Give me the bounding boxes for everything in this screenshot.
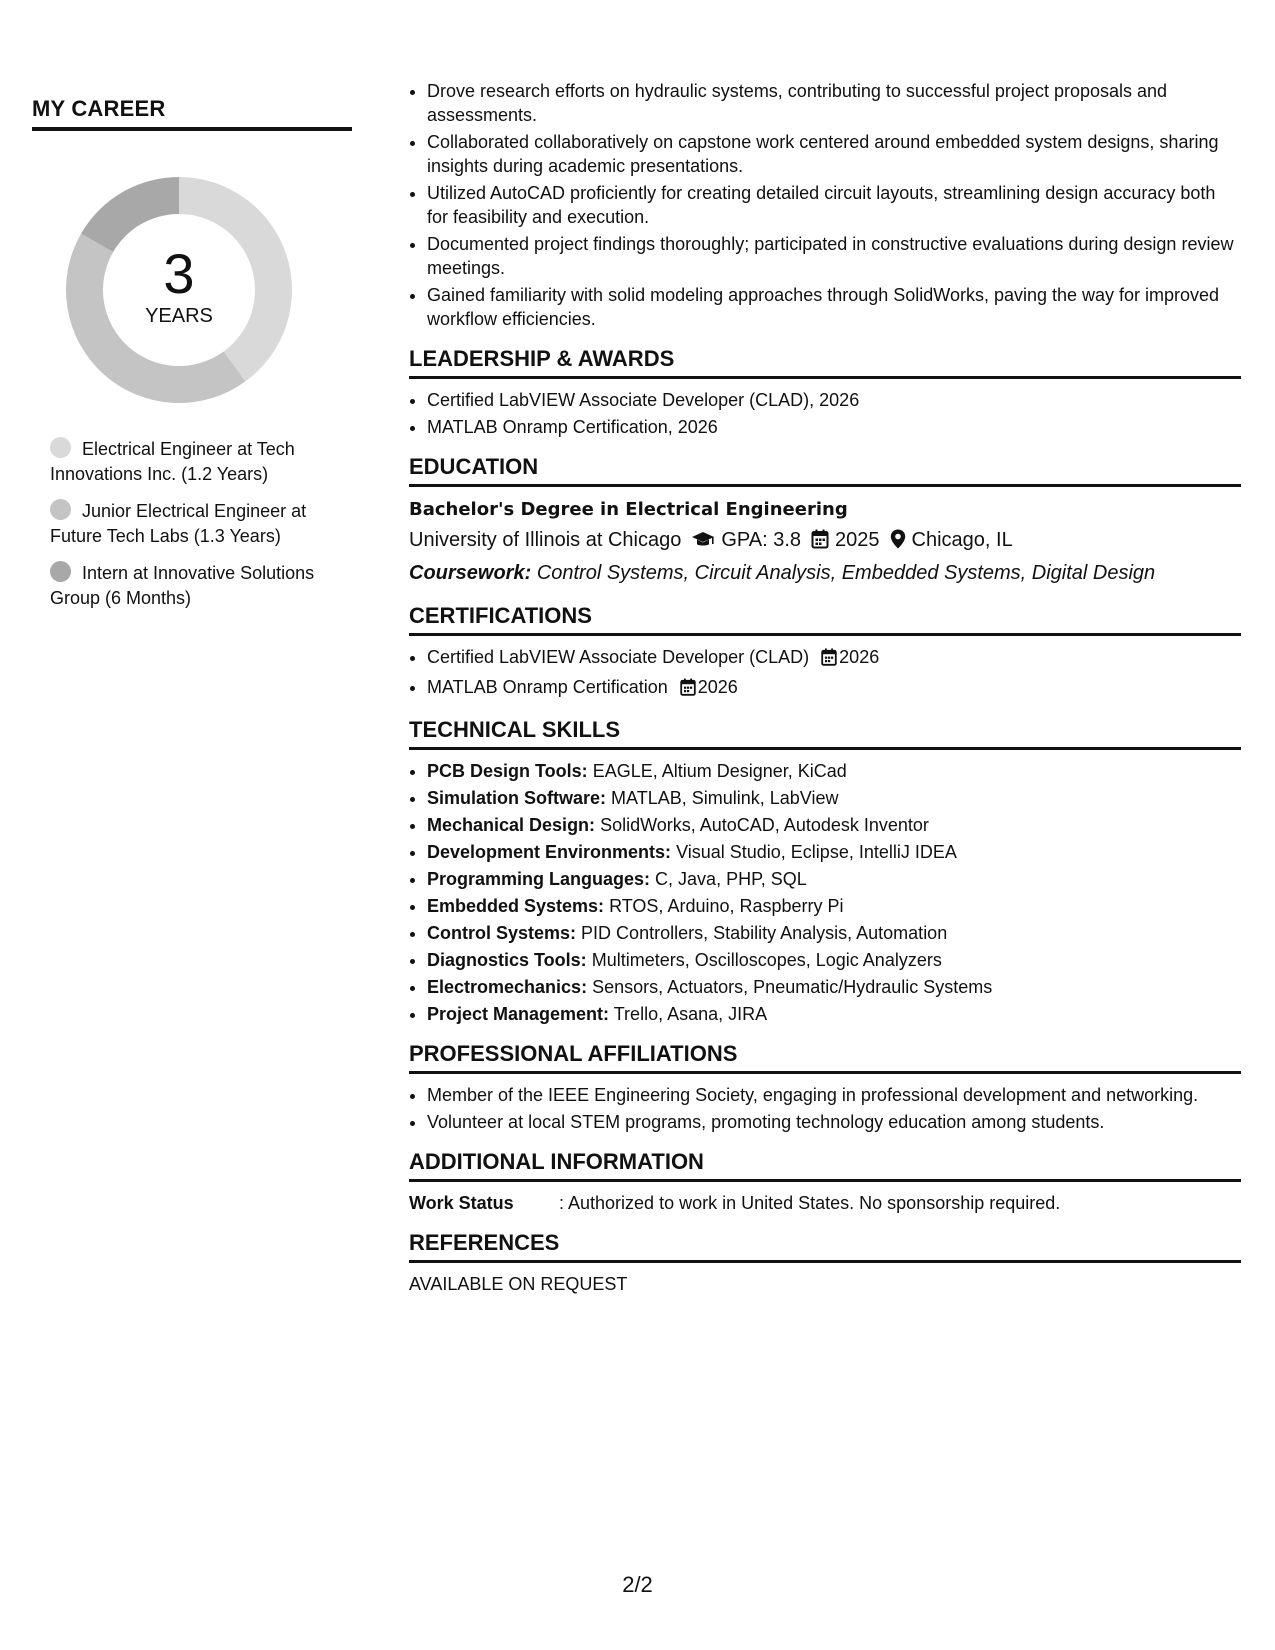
section-title: TECHNICAL SKILLS bbox=[409, 716, 1241, 750]
career-legend bbox=[32, 437, 352, 611]
list-item bbox=[427, 948, 1241, 972]
section-title: PROFESSIONAL AFFILIATIONS bbox=[409, 1040, 1241, 1074]
skill-label: PCB Design Tools: bbox=[427, 761, 588, 781]
skill-label: Simulation Software: bbox=[427, 788, 607, 808]
work-status-value: : Authorized to work in United States. No sponsorship required. bbox=[559, 1193, 1061, 1213]
list-item: • Documented project findings thoroughly; participated in constructive evaluations during design review meetings. bbox=[427, 232, 1241, 280]
references-text: AVAILABLE ON REQUEST bbox=[409, 1274, 628, 1294]
school-name: University of Illinois at Chicago bbox=[409, 529, 682, 551]
calendar-icon bbox=[680, 678, 696, 702]
skill-value: Multimeters, Oscilloscopes, Logic Analyzers bbox=[591, 950, 942, 970]
section-title: EDUCATION bbox=[409, 453, 1241, 487]
experience-bullet-list bbox=[409, 79, 1241, 331]
coursework bbox=[409, 558, 1241, 588]
skill-value: Visual Studio, Eclipse, IntelliJ IDEA bbox=[676, 842, 957, 862]
skill-label: Project Management: bbox=[427, 1004, 610, 1024]
section-title: REFERENCES bbox=[409, 1229, 1241, 1263]
education-details bbox=[409, 525, 1241, 558]
skill-label: Programming Languages: bbox=[427, 869, 651, 889]
cert-name: MATLAB Onramp Certification bbox=[427, 677, 668, 697]
skill-value: Sensors, Actuators, Pneumatic/Hydraulic Systems bbox=[592, 977, 993, 997]
graduation-cap-icon bbox=[691, 528, 715, 558]
calendar-icon bbox=[821, 648, 837, 672]
school-location: Chicago, IL bbox=[911, 529, 1013, 551]
career-heading: MY CAREER bbox=[32, 96, 352, 131]
skill-label: Mechanical Design: bbox=[427, 815, 596, 835]
skill-label: Embedded Systems: bbox=[427, 896, 605, 916]
list-item bbox=[427, 840, 1241, 864]
cert-year: 2026 bbox=[697, 677, 738, 697]
work-status-row bbox=[409, 1191, 1241, 1215]
gpa: GPA: 3.8 bbox=[721, 529, 802, 551]
list-item bbox=[427, 675, 1241, 702]
legend-dot-icon bbox=[50, 561, 71, 582]
graduation-year: 2025 bbox=[835, 529, 880, 551]
section-title: ADDITIONAL INFORMATION bbox=[409, 1148, 1241, 1182]
page-number: 2/2 bbox=[622, 1572, 653, 1597]
education-section bbox=[409, 453, 1241, 588]
work-status-label: Work Status bbox=[409, 1193, 514, 1213]
list-item: • MATLAB Onramp Certification, 2026 bbox=[427, 415, 1241, 439]
cert-year: 2026 bbox=[839, 647, 880, 667]
list-item bbox=[427, 786, 1241, 810]
skills-section bbox=[409, 716, 1241, 1026]
list-item: • Volunteer at local STEM programs, promoting technology education among students. bbox=[427, 1110, 1241, 1134]
skill-label: Diagnostics Tools: bbox=[427, 950, 587, 970]
donut-center bbox=[66, 177, 292, 403]
list-item bbox=[427, 645, 1241, 672]
degree-title: Bachelor's Degree in Electrical Engineering bbox=[409, 499, 848, 520]
skill-value: C, Java, PHP, SQL bbox=[655, 869, 807, 889]
legend-dot-icon bbox=[50, 437, 71, 458]
certifications-section bbox=[409, 602, 1241, 702]
list-item: • Utilized AutoCAD proficiently for creating detailed circuit layouts, streamlining design accuracy both for feasibility and execution. bbox=[427, 181, 1241, 229]
legend-item bbox=[50, 499, 340, 549]
skill-value: PID Controllers, Stability Analysis, Automation bbox=[581, 923, 948, 943]
list-item bbox=[427, 867, 1241, 891]
skills-list bbox=[409, 759, 1241, 1026]
list-item: • Drove research efforts on hydraulic systems, contributing to successful project proposals and assessments. bbox=[427, 79, 1241, 127]
list-item: • Member of the IEEE Engineering Society, engaging in professional development and networking. bbox=[427, 1083, 1241, 1107]
skill-value: RTOS, Arduino, Raspberry Pi bbox=[609, 896, 844, 916]
list-item bbox=[427, 759, 1241, 783]
list-item: • Gained familiarity with solid modeling approaches through SolidWorks, paving the way for improved workflow efficiencies. bbox=[427, 283, 1241, 331]
skill-label: Electromechanics: bbox=[427, 977, 588, 997]
legend-item bbox=[50, 561, 340, 611]
list-item bbox=[427, 894, 1241, 918]
legend-label: Intern at Innovative Solutions Group (6 Months) bbox=[50, 563, 315, 608]
skill-value: SolidWorks, AutoCAD, Autodesk Inventor bbox=[600, 815, 929, 835]
coursework-label: Coursework: bbox=[409, 562, 532, 584]
leadership-list bbox=[409, 388, 1241, 439]
list-item bbox=[427, 975, 1241, 999]
legend-label: Junior Electrical Engineer at Future Tech Labs (1.3 Years) bbox=[50, 501, 307, 546]
legend-dot-icon bbox=[50, 499, 71, 520]
section-title: CERTIFICATIONS bbox=[409, 602, 1241, 636]
affiliations-list bbox=[409, 1083, 1241, 1134]
skill-label: Control Systems: bbox=[427, 923, 577, 943]
list-item: • Collaborated collaboratively on capstone work centered around embedded system designs, sharing insights during academic presentations. bbox=[427, 130, 1241, 178]
legend-item bbox=[50, 437, 340, 487]
affiliations-section bbox=[409, 1040, 1241, 1134]
coursework-list: Control Systems, Circuit Analysis, Embedded Systems, Digital Design bbox=[536, 562, 1156, 584]
section-title: LEADERSHIP & AWARDS bbox=[409, 345, 1241, 379]
total-years-number: 3 bbox=[163, 242, 195, 305]
career-donut-chart bbox=[66, 177, 292, 403]
total-years-unit: YEARS bbox=[145, 305, 213, 327]
skill-label: Development Environments: bbox=[427, 842, 672, 862]
additional-info-section bbox=[409, 1148, 1241, 1215]
list-item bbox=[427, 921, 1241, 945]
leadership-section bbox=[409, 345, 1241, 439]
career-sidebar bbox=[32, 96, 352, 623]
calendar-icon bbox=[811, 528, 829, 558]
list-item: • Certified LabVIEW Associate Developer (CLAD), 2026 bbox=[427, 388, 1241, 412]
map-pin-icon bbox=[890, 528, 906, 558]
skill-value: EAGLE, Altium Designer, KiCad bbox=[592, 761, 847, 781]
references-section bbox=[409, 1229, 1241, 1296]
skill-value: Trello, Asana, JIRA bbox=[613, 1004, 768, 1024]
legend-label: Electrical Engineer at Tech Innovations Inc. (1.2 Years) bbox=[50, 439, 295, 484]
list-item bbox=[427, 1002, 1241, 1026]
list-item bbox=[427, 813, 1241, 837]
skill-value: MATLAB, Simulink, LabView bbox=[611, 788, 839, 808]
certifications-list bbox=[409, 645, 1241, 702]
cert-name: Certified LabVIEW Associate Developer (CLAD) bbox=[427, 647, 810, 667]
main-content bbox=[409, 79, 1241, 1296]
